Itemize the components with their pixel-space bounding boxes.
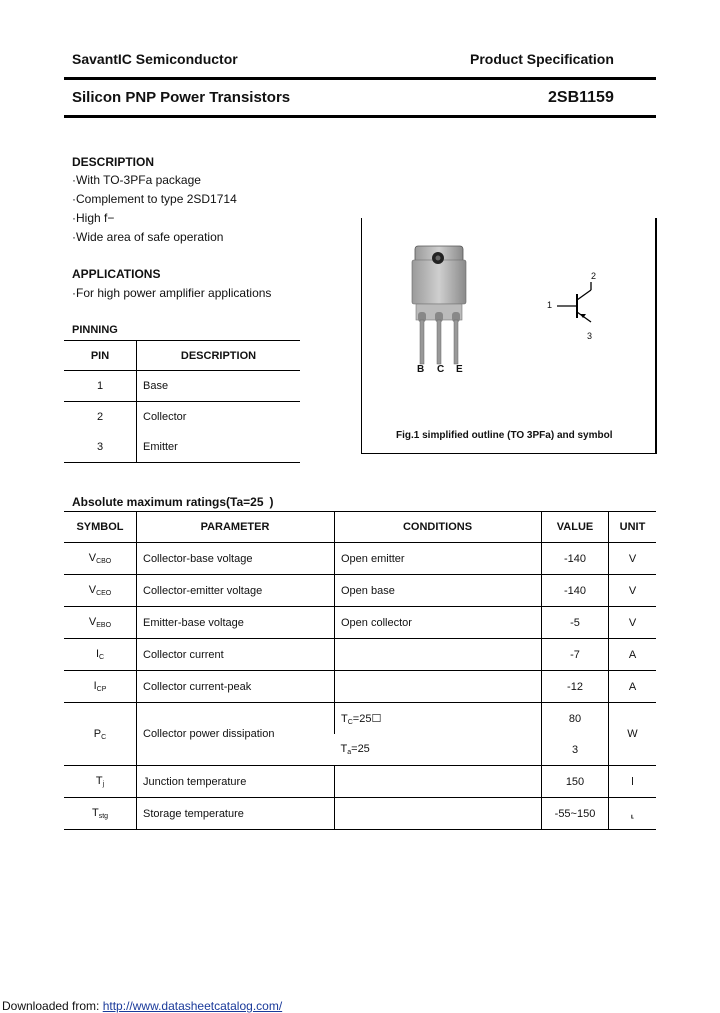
pin-number: 2: [64, 402, 137, 433]
symbol-cell: $V_{CEO}$: [64, 575, 137, 607]
part-number: 2SB1159: [548, 89, 614, 106]
unit-cell: V: [609, 543, 657, 575]
footer: [2, 999, 282, 1013]
figure-border-left: [361, 218, 362, 454]
unit-cell: ⸤: [609, 798, 657, 830]
value-header: VALUE: [542, 512, 609, 543]
symbol-pin-3: 3: [587, 331, 593, 341]
parameter-cell: Junction temperature: [137, 766, 335, 798]
description-item: ·Wide area of safe operation: [72, 230, 224, 244]
value-cell: -140: [542, 575, 609, 607]
table-row: [64, 575, 656, 607]
package-outline-icon: [402, 242, 512, 372]
symbol-cell: $T_j$: [64, 766, 137, 798]
value-cell: -5: [542, 607, 609, 639]
table-row: [64, 607, 656, 639]
product-line: Silicon PNP Power Transistors: [72, 89, 291, 106]
description-list: [72, 171, 237, 247]
conditions-cell: $T_a=25$: [335, 734, 542, 766]
symbol-cell: $I_{CP}$: [64, 671, 137, 703]
package-label-e: E: [456, 364, 463, 375]
conditions-cell: Open base: [335, 575, 542, 607]
parameter-cell: Storage temperature: [137, 798, 335, 830]
pin-number: 3: [64, 432, 137, 463]
parameter-header: PARAMETER: [137, 512, 335, 543]
description-item: ·Complement to type 2SD1714: [72, 192, 237, 206]
unit-cell: W: [609, 703, 657, 766]
description-title: DESCRIPTION: [72, 155, 155, 169]
pinning-title: PINNING: [72, 324, 118, 336]
footer-prefix: Downloaded from:: [2, 999, 103, 1013]
value-cell: -140: [542, 543, 609, 575]
unit-cell: A: [609, 639, 657, 671]
symbol-cell: $I_C$: [64, 639, 137, 671]
symbol-cell: $T_{stg}$: [64, 798, 137, 830]
pin-header: PIN: [64, 341, 137, 371]
description-item: ·High f−: [72, 211, 115, 225]
ratings-header-row: [64, 512, 656, 543]
header-rule-bottom: [64, 115, 656, 118]
company-name: SavantIC Semiconductor: [72, 51, 238, 67]
value-cell: -7: [542, 639, 609, 671]
parameter-cell: Collector power dissipation: [137, 703, 335, 766]
value-cell: 80: [542, 703, 609, 735]
value-cell: 150: [542, 766, 609, 798]
footer-link[interactable]: http://www.datasheetcatalog.com/: [102, 999, 283, 1013]
table-row: [64, 402, 300, 433]
conditions-cell: Open emitter: [335, 543, 542, 575]
pin-description-header: DESCRIPTION: [137, 341, 301, 371]
conditions-cell: [335, 639, 542, 671]
conditions-cell: Open collector: [335, 607, 542, 639]
table-row: [64, 703, 656, 735]
table-row: [64, 766, 656, 798]
table-row: [64, 371, 300, 402]
header-rule-top: [64, 77, 656, 80]
conditions-header: CONDITIONS: [335, 512, 542, 543]
description-item: ·With TO-3PFa package: [72, 173, 201, 187]
parameter-cell: Collector-base voltage: [137, 543, 335, 575]
figure-caption: Fig.1 simplified outline (TO 3PFa) and symbol: [396, 430, 613, 441]
symbol-cell: $V_{CBO}$: [64, 543, 137, 575]
symbol-cell: $P_C$: [64, 703, 137, 766]
table-row: [64, 671, 656, 703]
pin-description: Collector: [137, 402, 301, 433]
package-label-b: B: [417, 364, 425, 375]
unit-cell: A: [609, 671, 657, 703]
table-row: [64, 543, 656, 575]
symbol-cell: $V_{EBO}$: [64, 607, 137, 639]
unit-cell: l: [609, 766, 657, 798]
ratings-table: [64, 511, 656, 830]
conditions-cell: [335, 671, 542, 703]
pinning-header-row: [64, 341, 300, 371]
symbol-pin-1: 1: [547, 300, 553, 310]
parameter-cell: Collector-emitter voltage: [137, 575, 335, 607]
table-row: [64, 432, 300, 463]
unit-cell: V: [609, 607, 657, 639]
parameter-cell: Emitter-base voltage: [137, 607, 335, 639]
value-cell: -12: [542, 671, 609, 703]
value-cell: -55~150: [542, 798, 609, 830]
unit-header: UNIT: [609, 512, 657, 543]
pin-description: Base: [143, 380, 169, 392]
value-cell: 3: [542, 734, 609, 766]
unit-cell: V: [609, 575, 657, 607]
parameter-cell: Collector current-peak: [137, 671, 335, 703]
conditions-cell: $T_C=25☐$: [335, 703, 542, 735]
figure-box: [361, 218, 657, 454]
table-row: [64, 798, 656, 830]
applications-title: APPLICATIONS: [72, 267, 161, 281]
symbol-pin-2: 2: [591, 271, 597, 281]
conditions-cell: [335, 766, 542, 798]
ratings-title: Absolute maximum ratings(Ta=25 ): [72, 495, 274, 509]
parameter-cell: Collector current: [137, 639, 335, 671]
pinning-table: [64, 340, 300, 463]
pin-description: Emitter: [137, 432, 301, 463]
symbol-header: SYMBOL: [64, 512, 137, 543]
package-label-c: C: [437, 364, 445, 375]
conditions-cell: [335, 798, 542, 830]
pin-number: 1: [64, 371, 137, 402]
applications-item: ·For high power amplifier applications: [72, 286, 272, 300]
table-row: [64, 639, 656, 671]
pnp-transistor-symbol-icon: [557, 280, 607, 330]
figure-border-right: [655, 218, 656, 454]
doc-type: Product Specification: [470, 51, 614, 67]
